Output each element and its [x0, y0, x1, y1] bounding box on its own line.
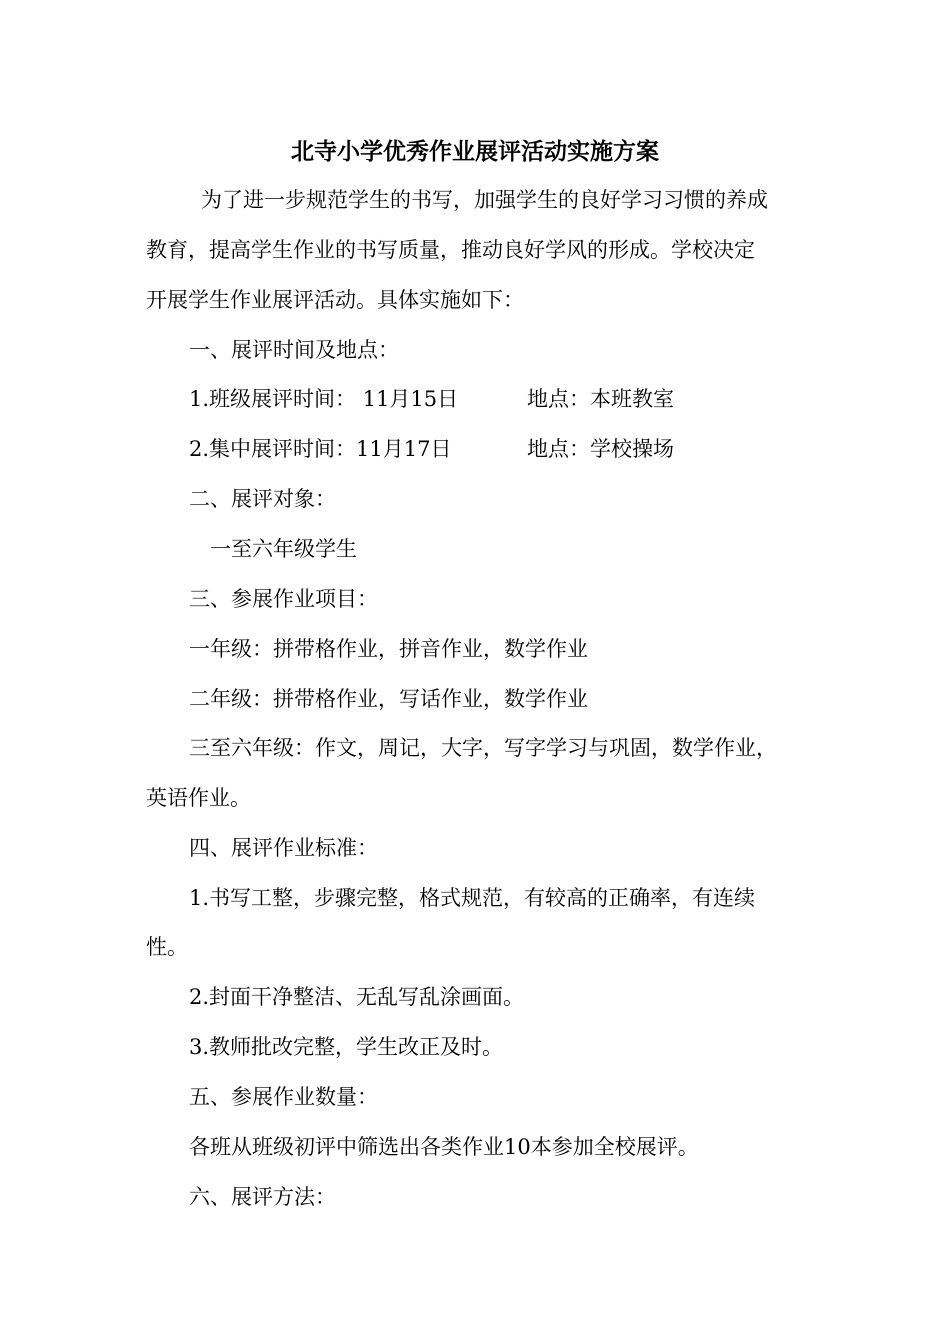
section5-heading: 五、参展作业数量： — [189, 1085, 378, 1109]
section6-heading: 六、展评方法： — [189, 1185, 336, 1209]
intro-line-1: 为了进一步规范学生的书写，加强学生的良好学习习惯的养成 — [201, 188, 768, 212]
document-title: 北寺小学优秀作业展评活动实施方案 — [291, 138, 659, 165]
grade2-items: 二年级：拼带格作业，写话作业，数学作业 — [189, 687, 588, 711]
class-review-time: 1.班级展评时间： 11月15日 — [189, 387, 459, 411]
central-review-row — [189, 434, 674, 464]
standard-2: 2.封面干净整洁、无乱写乱涂画面。 — [189, 985, 525, 1009]
section5-text: 各班从班级初评中筛选出各类作业10本参加全校展评。 — [189, 1135, 699, 1159]
standard-1-line-2: 性。 — [146, 935, 188, 959]
grade3-6-items-line-2: 英语作业。 — [146, 786, 251, 810]
standard-1-line-1: 1.书写工整，步骤完整，格式规范，有较高的正确率，有连续 — [189, 886, 756, 910]
central-review-time: 2.集中展评时间：11月17日 — [189, 437, 452, 461]
class-review-row — [189, 384, 674, 414]
grade1-items: 一年级：拼带格作业，拼音作业，数学作业 — [189, 637, 588, 661]
class-review-place: 地点：本班教室 — [527, 387, 674, 411]
section1-heading: 一、展评时间及地点： — [189, 338, 399, 362]
central-review-place: 地点：学校操场 — [527, 437, 674, 461]
section3-heading: 三、参展作业项目： — [189, 587, 378, 611]
grade3-6-items-line-1: 三至六年级：作文，周记，大字，写字学习与巩固，数学作业， — [189, 736, 777, 760]
intro-line-2: 教育，提高学生作业的书写质量，推动良好学风的形成。学校决定 — [146, 238, 755, 262]
section2-text: 一至六年级学生 — [210, 537, 357, 561]
intro-line-3: 开展学生作业展评活动。具体实施如下： — [146, 288, 524, 312]
standard-3: 3.教师批改完整，学生改正及时。 — [189, 1035, 504, 1059]
section2-heading: 二、展评对象： — [189, 487, 336, 511]
section4-heading: 四、展评作业标准： — [189, 836, 378, 860]
